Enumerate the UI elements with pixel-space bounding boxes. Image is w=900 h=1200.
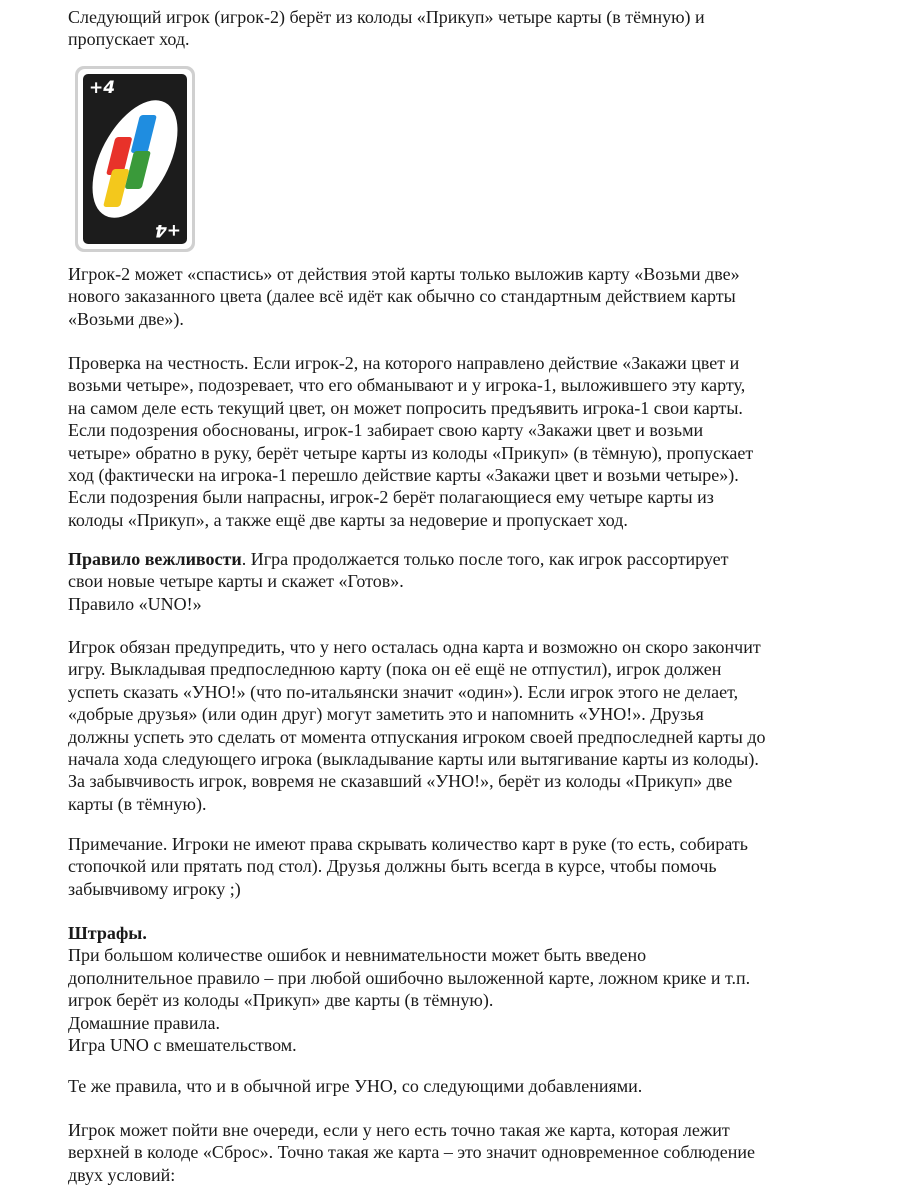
text-line: Если подозрения обоснованы, игрок-1 забирает свою карту «Закажи цвет и возьми bbox=[68, 420, 704, 441]
text-line: Если подозрения были напрасны, игрок-2 берёт полагающиеся ему четыре карты из bbox=[68, 487, 714, 508]
text-line: четыре» обратно в руку, берёт четыре карты из колоды «Прикуп» (в тёмную), пропускает bbox=[68, 442, 754, 463]
text-line: успеть сказать «УНО!» (что по-итальянски значит «один»). Если игрок этого не делает, bbox=[68, 681, 739, 702]
house-rules-title: Домашние правила. bbox=[68, 1012, 221, 1033]
text-line: Игрок обязан предупредить, что у него осталась одна карта и возможно он скоро закончит bbox=[68, 637, 761, 657]
text-line: нового заказанного цвета (далее всё идёт как обычно со стандартным действием карты bbox=[68, 286, 736, 307]
uno-wild-draw-four-card-image bbox=[74, 65, 196, 253]
uno-rule-title: Правило «UNO!» bbox=[68, 593, 202, 614]
text-line: игру. Выкладывая предпоследнюю карту (пока он её ещё не отпустил), игрок должен bbox=[68, 659, 722, 680]
note-paragraph bbox=[68, 833, 848, 900]
politeness-rule-paragraph bbox=[68, 548, 848, 615]
text-line: начала хода следующего игрока (выкладывание карты или вытягивание карты из колоды). bbox=[68, 749, 759, 770]
text-line: игрок берёт из колоды «Прикуп» две карты (в тёмную). bbox=[68, 990, 494, 1011]
text-line: на самом деле есть текущий цвет, он может попросить предъявить игрока-1 свои карты. bbox=[68, 397, 743, 418]
same-rules-paragraph bbox=[68, 1075, 848, 1097]
text-line: возьми четыре», подозревает, что его обманывают и у игрока-1, выложившего эту карту, bbox=[68, 375, 746, 396]
politeness-rule-text: . Игра продолжается только после того, как игрок рассортирует bbox=[241, 549, 729, 569]
text-line: свои новые четыре карты и скажет «Готов». bbox=[68, 571, 404, 592]
text-line: При большом количестве ошибок и невнимательности может быть введено bbox=[68, 945, 647, 966]
text-line: верхней в колоде «Сброс». Точно такая же карта – это значит одновременное соблюдение bbox=[68, 1142, 755, 1163]
text-line: За забывчивость игрок, вовремя не сказавший «УНО!», берёт из колоды «Прикуп» две bbox=[68, 771, 733, 792]
text-line: колоды «Прикуп», а также ещё две карты за недоверие и пропускает ход. bbox=[68, 509, 628, 530]
fines-heading: Штрафы. bbox=[68, 923, 147, 943]
text-line: Проверка на честность. Если игрок-2, на которого направлено действие «Закажи цвет и bbox=[68, 353, 740, 373]
text-line: Следующий игрок (игрок-2) берёт из колоды «Прикуп» четыре карты (в тёмную) и bbox=[68, 7, 705, 27]
uno-wild-draw-four-card-icon bbox=[74, 65, 196, 253]
text-line: двух условий: bbox=[68, 1164, 176, 1185]
out-of-order-paragraph bbox=[68, 1119, 848, 1186]
text-line bbox=[68, 548, 848, 570]
card-corner-label-bottom: +4 bbox=[154, 220, 181, 240]
politeness-rule-title: Правило вежливости bbox=[68, 549, 242, 569]
intro-paragraph bbox=[68, 6, 848, 51]
save-paragraph bbox=[68, 263, 848, 330]
text-line: карты (в тёмную). bbox=[68, 793, 207, 814]
text-line: «Возьми две»). bbox=[68, 308, 184, 329]
text-line: Примечание. Игроки не имеют права скрывать количество карт в руке (то есть, собирать bbox=[68, 834, 748, 854]
text-line: Игрок может пойти вне очереди, если у него есть точно такая же карта, которая лежит bbox=[68, 1120, 730, 1140]
text-line: Игрок-2 может «спастись» от действия этой карты только выложив карту «Возьми две» bbox=[68, 264, 740, 284]
uno-interference-title: Игра UNO с вмешательством. bbox=[68, 1035, 297, 1056]
card-corner-label-top: +4 bbox=[89, 78, 116, 98]
text-line: должны успеть это сделать от момента отпускания игроком своей предпоследней карты до bbox=[68, 726, 766, 747]
text-line: ход (фактически на игрока-1 перешло действие карты «Закажи цвет и возьми четыре»). bbox=[68, 465, 739, 486]
text-line: забывчивому игроку ;) bbox=[68, 878, 241, 899]
text-line: «добрые друзья» (или один друг) могут заметить это и напомнить «УНО!». Друзья bbox=[68, 704, 704, 725]
text-line: стопочкой или прятать под стол). Друзья должны быть всегда в курсе, чтобы помочь bbox=[68, 856, 717, 877]
text-line: Те же правила, что и в обычной игре УНО, со следующими добавлениями. bbox=[68, 1076, 643, 1096]
honesty-check-paragraph bbox=[68, 352, 848, 531]
fines-paragraph bbox=[68, 922, 848, 1056]
text-line: пропускает ход. bbox=[68, 29, 190, 50]
uno-rule-paragraph bbox=[68, 636, 848, 815]
text-line: дополнительное правило – при любой ошибочно выложенной карте, ложном крике и т.п. bbox=[68, 967, 751, 988]
